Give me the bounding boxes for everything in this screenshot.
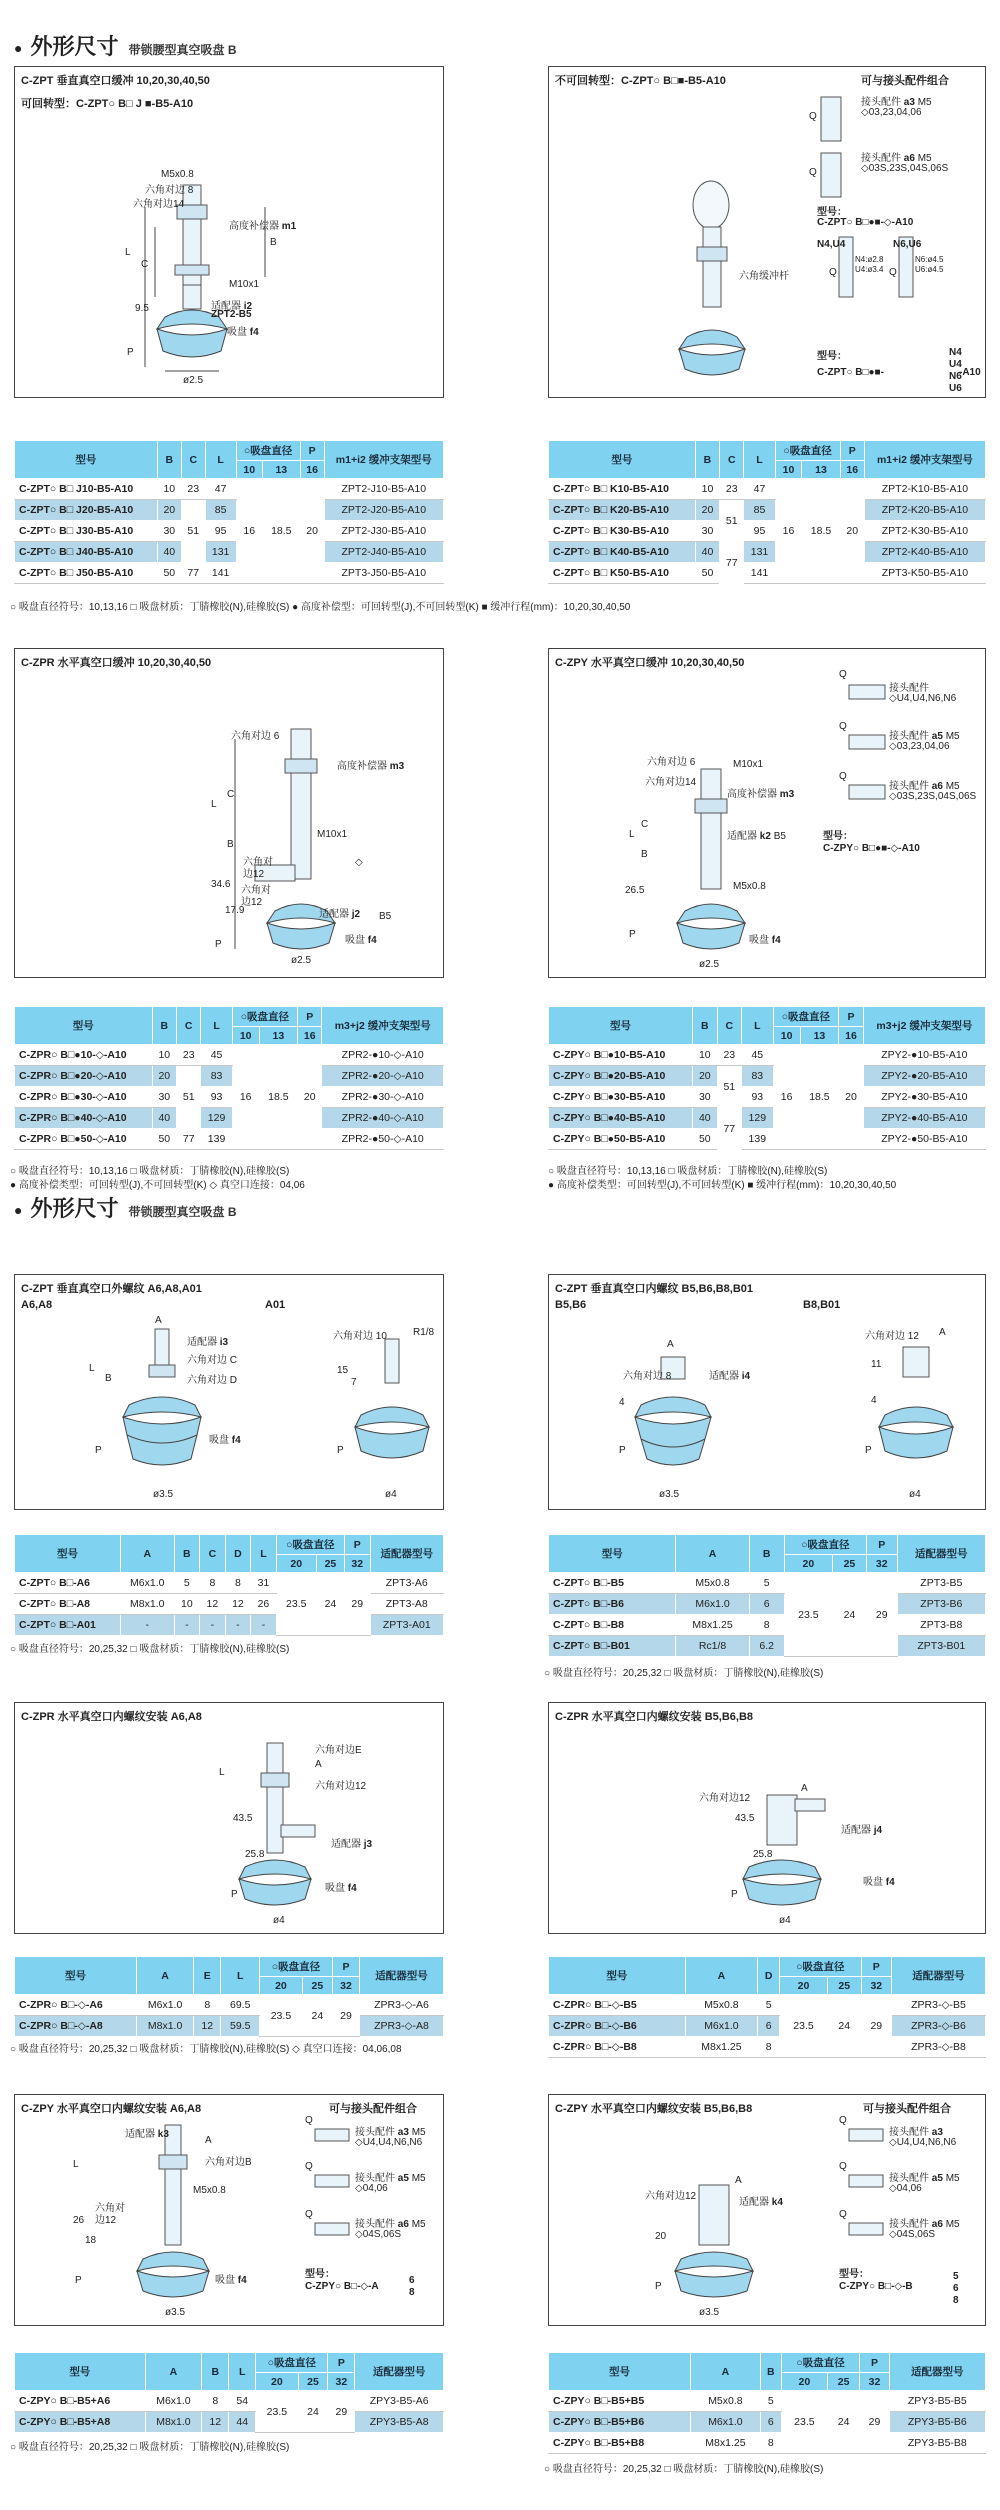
table-row: C-ZPT○ B□ K50-B5-A10 50 141 ZPT3-K50-B5-A10 <box>549 563 986 584</box>
diagram-c-zpt-external-thread: C-ZPT 垂直真空口外螺纹 A6,A8,A01 A6,A8 A01 A 适配器 i3 六角对边 C 六角对边 D 吸盘 f4 ø3.5 L B P 六角对边 10 R1/8 ø4 15 7 P <box>14 1274 444 1510</box>
spec-table-6: 型号 A B ○吸盘直径 P 适配器型号 20 25 32 C-ZPT○ B□-B5 M5x0.8 5 23.5 24 29 ZPT3-B5 C-ZPT○ B□-B6 M6x1.0 6 ZPT3-B6 C-ZPT○ B□-B8 M8x1.25 8 ZPT3-B8 C-ZPT○ B□-B01 Rc1/8 6.2 ZPT3-B01 <box>548 1534 986 1657</box>
table-row: C-ZPT○ B□-B8 M8x1.25 8 ZPT3-B8 <box>549 1615 986 1636</box>
table-row: C-ZPR○ B□●10-◇-A10 10 23 45 16 18.5 20 ZPR2-●10-◇-A10 <box>15 1045 444 1066</box>
cup-drawing-1 <box>15 67 444 398</box>
panel-title: C-ZPT 垂直真空口缓冲 10,20,30,40,50 <box>21 75 210 87</box>
section-title-1: ● 外形尺寸 带锁腰型真空吸盘 B <box>14 34 237 59</box>
table-row: C-ZPT○ B□ K10-B5-A10 10 23 47 16 18.5 20 ZPT2-K10-B5-A10 <box>549 479 986 500</box>
table-row: C-ZPT○ B□-A01 - - - - - ZPT3-A01 <box>15 1615 444 1636</box>
spec-table-2: 型号 B C L ○吸盘直径 P m1+i2 缓冲支架型号 10 13 16 C-ZPT○ B□ K10-B5-A10 10 23 47 16 18.5 20 ZPT2-K10-B5-A10 C-ZPT○ B□ K20-B5-A10 20 51 85 ZPT2-K20-B5-A10 C-ZPT○ B□ K30-B5-A10 30 95 ZPT2-K30-B5-A10 C-ZPT○ B□ K40-B5-A10 40 77 131 ZPT2-K40-B5-A10 C-ZPT○ B□ K50-B5-A10 50 141 ZPT3-K50-B5-A10 <box>548 440 986 584</box>
table-row: C-ZPY○ B□●30-B5-A10 30 93 ZPY2-●30-B5-A10 <box>549 1087 986 1108</box>
table-row: C-ZPT○ B□-B01 Rc1/8 6.2 ZPT3-B01 <box>549 1636 986 1657</box>
table-row: C-ZPT○ B□ J30-B5-A10 30 95 ZPT2-J30-B5-A10 <box>15 521 444 542</box>
diagram-c-zpy-internal-b: C-ZPY 水平真空口内螺纹安装 B5,B6,B8 可与接头配件组合 六角对边12 A 适配器 k4 ø3.5 20 P 接头配件 a3 ◇U4,U4,N6,N6 接头配件 a5 M5 ◇04,06 接头配件 a6 M5 ◇04S,06S 型号： C-ZPY○ B□-◇-B 5 6 8 Q Q Q <box>548 2094 986 2326</box>
diagram-c-zpt-internal-thread: C-ZPT 垂直真空口内螺纹 B5,B6,B8,B01 B5,B6 B8,B01 A 六角对边 8 适配器 i4 ø3.5 4 P 六角对边 12 A 11 4 P ø4 <box>548 1274 986 1510</box>
spec-table-3: 型号 B C L ○吸盘直径 P m3+j2 缓冲支架型号 10 13 16 C-ZPR○ B□●10-◇-A10 10 23 45 16 18.5 20 ZPR2-●10-◇-A10 C-ZPR○ B□●20-◇-A10 20 51 83 ZPR2-●20-◇-A10 C-ZPR○ B□●30-◇-A10 30 93 ZPR2-●30-◇-A10 C-ZPR○ B□●40-◇-A10 40 129 ZPR2-●40-◇-A10 C-ZPR○ B□●50-◇-A10 50 77 139 ZPR2-●50-◇-A10 <box>14 1006 444 1150</box>
table-row: C-ZPY○ B□-B5+A6 M6x1.0 8 54 23.5 24 29 ZPY3-B5-A6 <box>15 2391 444 2412</box>
cup-drawing-7 <box>15 1703 444 1934</box>
panel-subtitle: 可回转型：C-ZPT○ B□ J ■-B5-A10 <box>21 98 194 110</box>
table-row: C-ZPR○ B□●20-◇-A10 20 51 83 ZPR2-●20-◇-A10 <box>15 1066 444 1087</box>
table-row: C-ZPY○ B□-B5+B6 M6x1.0 6 ZPY3-B5-B6 <box>549 2412 986 2433</box>
spec-table-4: 型号 B C L ○吸盘直径 P m3+j2 缓冲支架型号 10 13 16 C-ZPY○ B□●10-B5-A10 10 23 45 16 18.5 20 ZPY2-●10-B5-A10 C-ZPY○ B□●20-B5-A10 20 51 83 ZPY2-●20-B5-A10 C-ZPY○ B□●30-B5-A10 30 93 ZPY2-●30-B5-A10 C-ZPY○ B□●40-B5-A10 40 77 129 ZPY2-●40-B5-A10 C-ZPY○ B□●50-B5-A10 50 139 ZPY2-●50-B5-A10 <box>548 1006 986 1150</box>
table-row: C-ZPY○ B□-B5+B8 M8x1.25 8 ZPY3-B5-B8 <box>549 2433 986 2454</box>
diagram-c-zpr-horizontal-buffer: C-ZPR 水平真空口缓冲 10,20,30,40,50 六角对边 6 高度补偿器 m3 M10x1 六角对 边12 六角对 边12 适配器 j2 B5 吸盘 f4 ø2.5 L C B 34.6 17.9 P ◇ <box>14 648 444 978</box>
spec-table-8: 型号 A D ○吸盘直径 P 适配器型号 20 25 32 C-ZPR○ B□-◇-B5 M5x0.8 5 23.5 24 29 ZPR3-◇-B5 C-ZPR○ B□-◇-B6 M6x1.0 6 ZPR3-◇-B6 C-ZPR○ B□-◇-B8 M8x1.25 8 ZPR3-◇-B8 <box>548 1956 986 2058</box>
table-row: C-ZPY○ B□●20-B5-A10 20 51 83 ZPY2-●20-B5-A10 <box>549 1066 986 1087</box>
table-row: C-ZPT○ B□-A8 M8x1.0 10 12 12 26 ZPT3-A8 <box>15 1594 444 1615</box>
spec-table-10: 型号 A B ○吸盘直径 P 适配器型号 20 25 32 C-ZPY○ B□-B5+B5 M5x0.8 5 23.5 24 29 ZPY3-B5-B5 C-ZPY○ B□-B5+B6 M6x1.0 6 ZPY3-B5-B6 C-ZPY○ B□-B5+B8 M8x1.25 8 ZPY3-B5-B8 <box>548 2352 986 2454</box>
spec-table-1: 型号 B C L ○吸盘直径 P m1+i2 缓冲支架型号 10 13 16 C-ZPT○ B□ J10-B5-A10 10 23 47 16 18.5 20 ZPT2-J10-B5-A10 C-ZPT○ B□ J20-B5-A10 20 51 85 ZPT2-J20-B5-A10 C-ZPT○ B□ J30-B5-A10 30 95 ZPT2-J30-B5-A10 C-ZPT○ B□ J40-B5-A10 40 131 ZPT2-J40-B5-A10 C-ZPT○ B□ J50-B5-A10 50 77 141 ZPT3-J50-B5-A10 <box>14 440 444 584</box>
table-row: C-ZPT○ B□-B5 M5x0.8 5 23.5 24 29 ZPT3-B5 <box>549 1573 986 1594</box>
diagram-c-zpr-internal-b: C-ZPR 水平真空口内螺纹安装 B5,B6,B8 六角对边12 A 适配器 j4 吸盘 f4 ø4 43.5 25.8 P <box>548 1702 986 1934</box>
table-row: C-ZPT○ B□ K30-B5-A10 30 95 ZPT2-K30-B5-A10 <box>549 521 986 542</box>
table-row: C-ZPY○ B□●40-B5-A10 40 77 129 ZPY2-●40-B5-A10 <box>549 1108 986 1129</box>
cup-drawing-8 <box>549 1703 986 1934</box>
cup-drawing-3 <box>15 649 444 978</box>
spec-table-9: 型号 A B L ○吸盘直径 P 适配器型号 20 25 32 C-ZPY○ B□-B5+A6 M6x1.0 8 54 23.5 24 29 ZPY3-B5-A6 C-ZPY○ B□-B5+A8 M8x1.0 12 44 ZPY3-B5-A8 <box>14 2352 444 2433</box>
table-row: C-ZPR○ B□-◇-B5 M5x0.8 5 23.5 24 29 ZPR3-◇-B5 <box>549 1995 986 2016</box>
diagram-c-zpr-internal-a: C-ZPR 水平真空口内螺纹安装 A6,A8 六角对边E A 六角对边12 适配器 j3 吸盘 f4 ø4 L 43.5 25.8 P <box>14 1702 444 1934</box>
table-row: C-ZPT○ B□ J50-B5-A10 50 77 141 ZPT3-J50-B5-A10 <box>15 563 444 584</box>
table-row: C-ZPY○ B□-B5+A8 M8x1.0 12 44 ZPY3-B5-A8 <box>15 2412 444 2433</box>
panel-title: 不可回转型：C-ZPT○ B□■-B5-A10 <box>555 75 726 87</box>
table-row: C-ZPY○ B□●50-B5-A10 50 139 ZPY2-●50-B5-A10 <box>549 1129 986 1150</box>
table-row: C-ZPR○ B□-◇-A6 M6x1.0 8 69.5 23.5 24 29 ZPR3-◇-A6 <box>15 1995 444 2016</box>
diagram-c-zpy-internal-a: C-ZPY 水平真空口内螺纹安装 A6,A8 可与接头配件组合 适配器 k3 A 六角对边B 六角对 边12 M5x0.8 吸盘 f4 ø3.5 L 26 18 P 接头配件 a3 M5 ◇U4,U4,N6,N6 接头配件 a5 M5 ◇04,06 接头配件 a6 M5 ◇04S,06S 型号： C-ZPY○ B□-◇-A 6 8 Q Q Q <box>14 2094 444 2326</box>
table-row: C-ZPR○ B□●30-◇-A10 30 93 ZPR2-●30-◇-A10 <box>15 1087 444 1108</box>
cup-drawing-5 <box>15 1275 444 1510</box>
table-row: C-ZPT○ B□-A6 M6x1.0 5 8 8 31 23.5 24 29 ZPT3-A6 <box>15 1573 444 1594</box>
diagram-c-zpt-non-rotating: 不可回转型：C-ZPT○ B□■-B5-A10 可与接头配件组合 接头配件 a3 M5 ◇03,23,04,06 接头配件 a6 M5 ◇03S,23S,04S,06S 型号： C-ZPT○ B□●■-◇-A10 N4,U4 N6,U6 六角缓冲杆 型号： C-ZPT○ B□●■- N4 U4 N6 U6 -A10 N4:ø2.8 U4:ø3.4 N6:ø4.5 U6:ø4.5 Q Q Q Q <box>548 66 986 398</box>
table-row: C-ZPT○ B□ K20-B5-A10 20 51 85 ZPT2-K20-B5-A10 <box>549 500 986 521</box>
diagram-c-zpy-horizontal-buffer: C-ZPY 水平真空口缓冲 10,20,30,40,50 接头配件 ◇U4,U4,N6,N6 接头配件 a5 M5 ◇03,23,04,06 接头配件 a6 M5 ◇03S,23S,04S,06S 六角对边 6 M10x1 六角对边14 高度补偿器 m3 适配器 k2 B5 型号： C-ZPY○ B□●■-◇-A10 M5x0.8 吸盘 f4 ø2.5 26.5 L C B P Q Q Q <box>548 648 986 978</box>
table-row: C-ZPY○ B□-B5+B5 M5x0.8 5 23.5 24 29 ZPY3-B5-B5 <box>549 2391 986 2412</box>
table-row: C-ZPT○ B□ J40-B5-A10 40 131 ZPT2-J40-B5-A10 <box>15 542 444 563</box>
diagram-c-zpt-vertical-buffer: C-ZPT 垂直真空口缓冲 10,20,30,40,50 可回转型：C-ZPT○ B□ J ■-B5-A10 M5x0.8 六角对边 8 六角对边14 高度补偿器 m1 M10x1 适配器 i2 ZPT2-B5 吸盘 f4 ø2.5 L C B 9.5 P <box>14 66 444 398</box>
spec-table-7: 型号 A E L ○吸盘直径 P 适配器型号 20 25 32 C-ZPR○ B□-◇-A6 M6x1.0 8 69.5 23.5 24 29 ZPR3-◇-A6 C-ZPR○ B□-◇-A8 M8x1.0 12 59.5 ZPR3-◇-A8 <box>14 1956 444 2037</box>
table-row: C-ZPR○ B□-◇-B8 M8x1.25 8 ZPR3-◇-B8 <box>549 2037 986 2058</box>
table-row: C-ZPT○ B□ J20-B5-A10 20 51 85 ZPT2-J20-B5-A10 <box>15 500 444 521</box>
table-row: C-ZPT○ B□ K40-B5-A10 40 77 131 ZPT2-K40-B5-A10 <box>549 542 986 563</box>
note-1: ○ 吸盘直径符号：10,13,16 □ 吸盘材质：丁腈橡胶(N),硅橡胶(S) ● 高度补偿型：可回转型(J),不可回转型(K) ■ 缓冲行程(mm)：10,20,30,40,50 <box>10 602 631 613</box>
spec-table-5: 型号 A B C D L ○吸盘直径 P 适配器型号 20 25 32 C-ZPT○ B□-A6 M6x1.0 5 8 8 31 23.5 24 29 ZPT3-A6 C-ZPT○ B□-A8 M8x1.0 10 12 12 26 ZPT3-A8 C-ZPT○ B□-A01 - - - - - ZPT3-A01 <box>14 1534 444 1636</box>
cup-drawing-6 <box>549 1275 986 1510</box>
table-row: C-ZPR○ B□-◇-B6 M6x1.0 6 ZPR3-◇-B6 <box>549 2016 986 2037</box>
section-title-2: ● 外形尺寸 带锁腰型真空吸盘 B <box>14 1196 237 1221</box>
table-row: C-ZPY○ B□●10-B5-A10 10 23 45 16 18.5 20 ZPY2-●10-B5-A10 <box>549 1045 986 1066</box>
table-row: C-ZPR○ B□●40-◇-A10 40 129 ZPR2-●40-◇-A10 <box>15 1108 444 1129</box>
table-row: C-ZPT○ B□ J10-B5-A10 10 23 47 16 18.5 20 ZPT2-J10-B5-A10 <box>15 479 444 500</box>
table-row: C-ZPR○ B□●50-◇-A10 50 77 139 ZPR2-●50-◇-A10 <box>15 1129 444 1150</box>
table-row: C-ZPR○ B□-◇-A8 M8x1.0 12 59.5 ZPR3-◇-A8 <box>15 2016 444 2037</box>
table-row: C-ZPT○ B□-B6 M6x1.0 6 ZPT3-B6 <box>549 1594 986 1615</box>
